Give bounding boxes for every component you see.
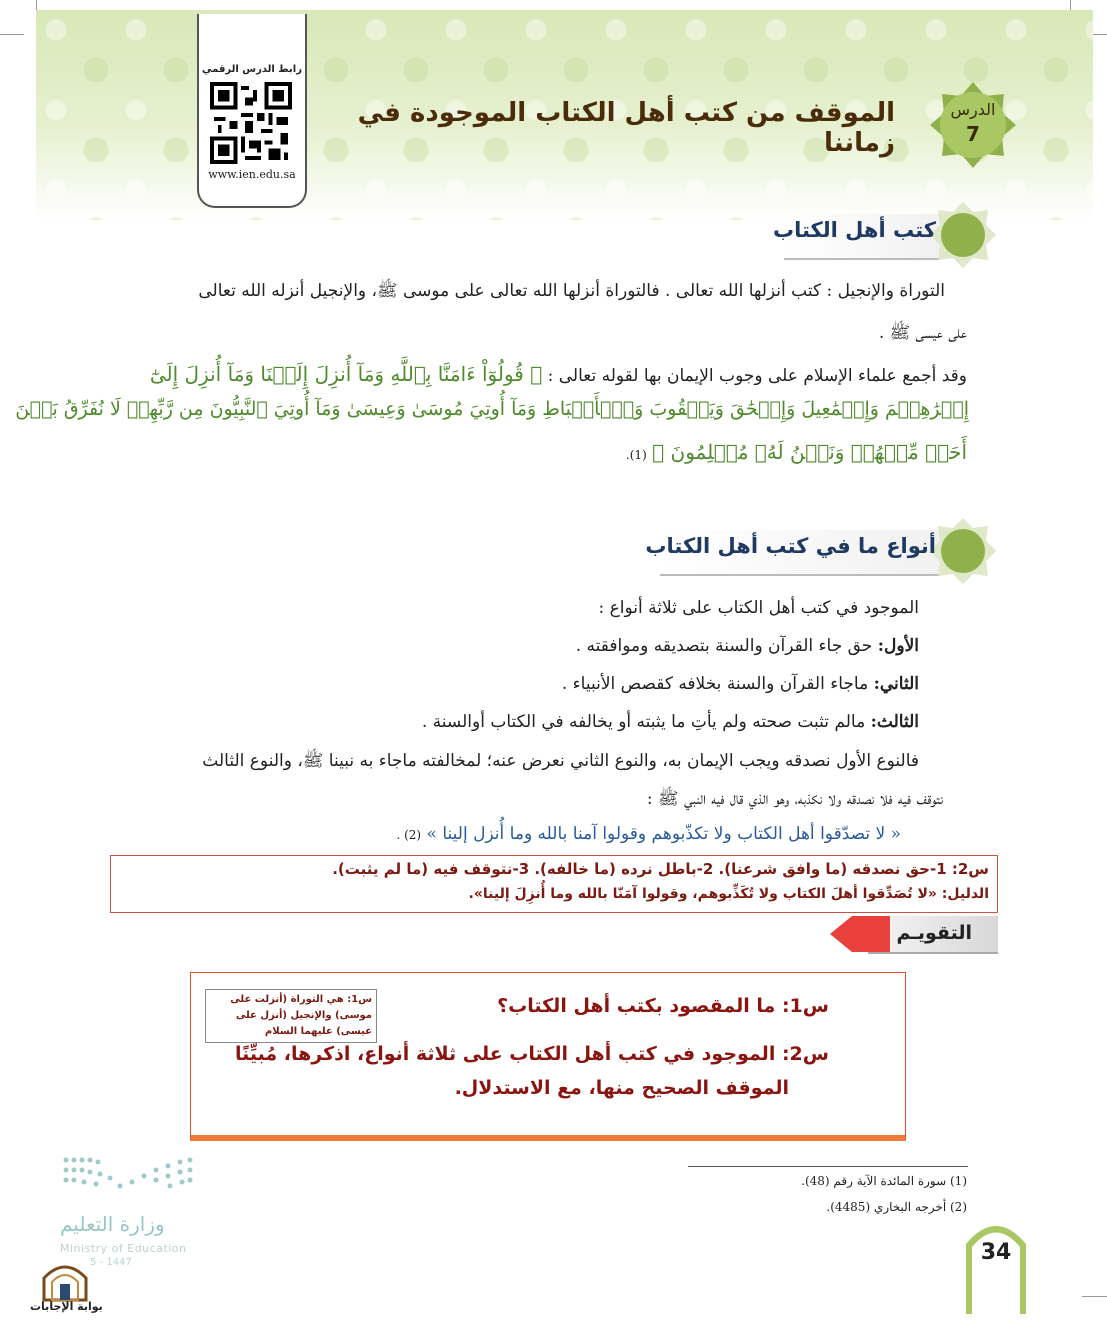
octagon-star-icon [928,200,998,270]
crop-mark [1082,1296,1107,1297]
footnote-ref: (2) . [396,828,422,842]
ministry-name-arabic: وزارة التعليم [60,1212,165,1236]
quran-verse: إِبۡرَٰهِـۧمَ وَإِسۡمَٰعِيلَ وَإِسۡحَٰقَ وَيَعۡقُوبَ وَٱلۡأَسۡبَاطِ وَمَآ أُوتِيَ مُوسَىٰ وَعِيسَىٰ وَمَآ أُوتِيَ ٱلنَّبِيُّونَ مِن رَّبِّهِمۡ لَا نُفَرِّقُ بَيۡنَ [15,398,969,420]
qr-url[interactable]: www.ien.edu.sa [208,168,296,181]
paragraph-line: الموجود في كتب أهل الكتاب على ثلاثة أنواع : [598,598,919,618]
footnote: (2) أخرجه البخاري (4485). [826,1200,967,1214]
octagon-star-icon [928,516,998,586]
answer-line: س2: 1-حق نصدقه (ما وافق شرعنا). 2-باطل نرده (ما خالفه). 3-نتوقف فيه (ما لم يثبت). [332,860,989,878]
lesson-word: الدرس [950,100,996,119]
answer-note-q1: س1: هي التوراة (أنزلت على موسى) والإنجيل (أنزل على عيسى) عليهما السلام [205,989,377,1043]
type-item-2 [562,674,919,694]
type-item-1 [576,636,919,656]
footnote-ref: (1). [625,448,647,462]
type-label: الثاني: [873,674,919,694]
paragraph-line: التوراة والإنجيل : كتب أنزلها الله تعالى . فالتوراة أنزلها الله تعالى على موسى ﷺ، والإنجيل أنزله الله تعالى [198,281,945,301]
ministry-logo-icon [60,1152,200,1212]
type-label: الأول: [877,636,919,656]
hadith-text: « لا تصدّقوا أهل الكتاب ولا تكذّبوهم وقولوا آمنا بالله وما أُنزل إلينا » [426,824,901,844]
paragraph-line: على عيسى ﷺ . [878,323,967,343]
hadith-line [396,824,901,844]
section-heading-types [645,516,998,586]
answer-note [110,855,998,913]
footnote-divider [688,1166,968,1167]
page-number-badge [964,1214,1028,1314]
answer-line: الدليل: «لا تُصَدِّقوا أهلَ الكتاب ولا تُكَذِّبوهم، وقولوا آمَنّا بالله وما أُنزِلَ إلينا». [468,886,989,902]
watermark-text: بوابة الإجابات [30,1300,103,1313]
qr-code-icon[interactable] [210,82,292,164]
page-number: 34 [980,1240,1012,1265]
quran-verse-end [626,440,967,464]
red-arrow-icon [830,916,890,952]
crop-mark [0,34,24,35]
quran-verse: أَحَدٖ مِّنۡهُمۡ وَنَحۡنُ لَهُۥ مُسۡلِمُونَ ﴾ [652,440,967,464]
evaluation-heading [830,912,998,956]
evaluation-title: التقويـم [896,922,972,944]
ministry-name-english: Ministry of Education [60,1242,187,1255]
lesson-badge [928,80,1018,170]
qr-label: رابط الدرس الرقمي [202,64,302,75]
section-title: كتب أهل الكتاب [773,218,936,242]
evaluation-questions [190,972,906,1141]
type-label: الثالث: [870,712,919,732]
type-text: ماجاء القرآن والسنة بخلافه كقصص الأنبياء . [561,674,874,694]
paragraph-line: نتوقف فيه فلا نصدقه ولا نكذبه، وهو الذي قال فيه النبي ﷺ : [646,789,943,809]
question-2: س2: الموجود في كتب أهل الكتاب على ثلاثة أنواع، اذكرها، مُبيِّنًا [234,1043,829,1065]
type-text: حق جاء القرآن والسنة بتصديقه وموافقته . [575,636,878,656]
lesson-number: 7 [966,122,980,146]
paragraph-intro [150,362,967,386]
section-title: أنواع ما في كتب أهل الكتاب [645,534,936,558]
ministry-year: 5 - 1447 [90,1257,132,1268]
section-heading-books [773,200,998,270]
type-item-3 [422,712,919,732]
footnote: (1) سورة المائدة الآية رقم (48). [801,1174,967,1188]
question-1: س1: ما المقصود بكتب أهل الكتاب؟ [497,995,829,1017]
page-title: الموقف من كتب أهل الكتاب الموجودة في زماننا [357,98,895,158]
intro-text: وقد أجمع علماء الإسلام على وجوب الإيمان بها لقوله تعالى : [547,366,967,386]
paragraph-line: فالنوع الأول نصدقه ويجب الإيمان به، والنوع الثاني نعرض عنه؛ لمخالفته ماجاء به نبينا ﷺ، والنوع الثالث [202,751,919,771]
qr-panel[interactable] [197,14,307,208]
type-text: مالم تثبت صحته ولم يأتِ ما يثبته أو يخالفه في الكتاب أوالسنة . [421,712,871,732]
question-2-cont: الموقف الصحيح منها، مع الاستدلال. [454,1077,789,1099]
quran-verse: ﴿ قُولُوٓاْ ءَامَنَّا بِٱللَّهِ وَمَآ أُنزِلَ إِلَيۡنَا وَمَآ أُنزِلَ إِلَىٰٓ [149,362,543,386]
